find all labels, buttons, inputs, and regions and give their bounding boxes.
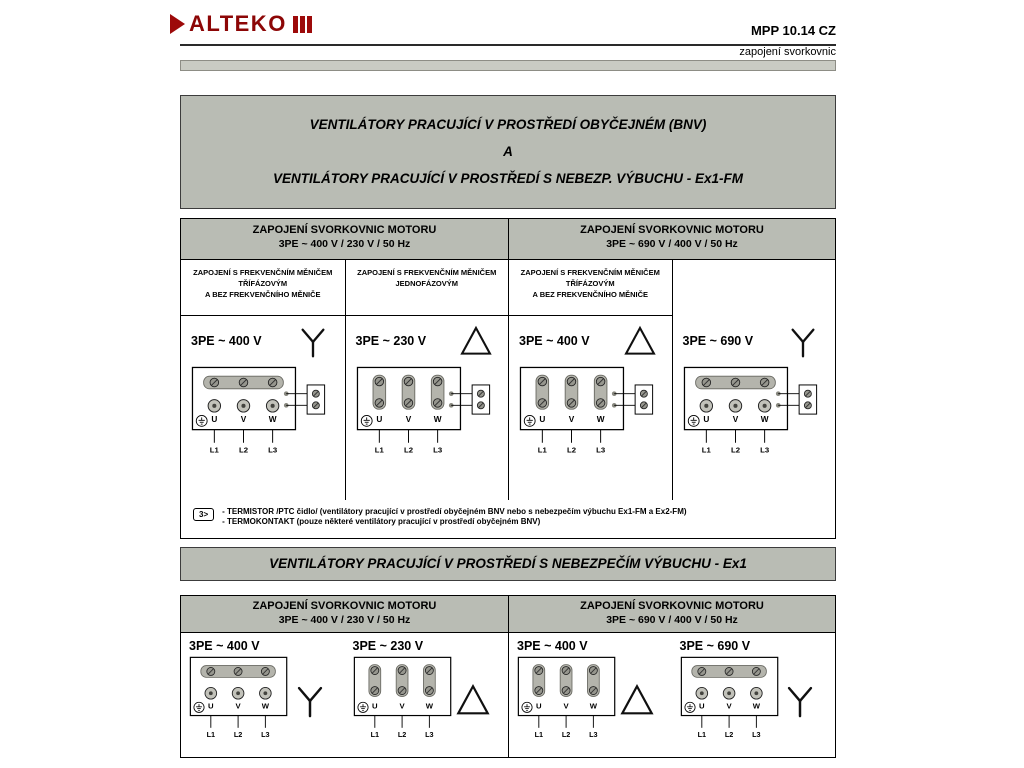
svg-text:V: V xyxy=(399,701,405,711)
subtitle-bar xyxy=(180,60,836,71)
svg-text:L1: L1 xyxy=(209,445,219,455)
wiring-table-ex1 xyxy=(180,595,836,758)
svg-text:V: V xyxy=(235,701,241,711)
star-connection-icon xyxy=(781,680,819,720)
svg-text:L2: L2 xyxy=(724,729,733,739)
voltage-label: 3PE ~ 400 V xyxy=(519,334,590,348)
section2-title: VENTILÁTORY PRACUJÍCÍ V PROSTŘEDÍ S NEBEZPEČÍM VÝBUCHU - Ex1 xyxy=(180,547,836,581)
svg-text:U: U xyxy=(702,414,709,424)
svg-text:L1: L1 xyxy=(370,729,379,739)
svg-text:L3: L3 xyxy=(261,729,270,739)
wiring-table-bnv xyxy=(180,218,836,539)
wiring-cell-400v-star xyxy=(181,633,345,757)
table-header-row xyxy=(181,596,835,633)
delta-connection-icon xyxy=(618,680,656,720)
voltage-row xyxy=(509,316,672,366)
star-connection-icon xyxy=(785,322,821,360)
voltage-row xyxy=(346,316,509,366)
delta-connection-icon xyxy=(454,680,492,720)
wiring-cell-230v-delta xyxy=(345,260,509,500)
svg-text:V: V xyxy=(732,414,738,424)
svg-text:U: U xyxy=(539,414,546,424)
diagram-row xyxy=(517,656,668,743)
frequency-converter-note xyxy=(181,260,345,316)
svg-text:L1: L1 xyxy=(697,729,706,739)
voltage-label: 3PE ~ 230 V xyxy=(352,639,424,653)
svg-text:L1: L1 xyxy=(374,445,384,455)
diagram-row xyxy=(189,656,341,743)
svg-text:L2: L2 xyxy=(238,445,249,455)
voltage-row xyxy=(673,316,836,366)
wiring-cell-400v-star xyxy=(181,260,345,500)
frequency-note-line: A BEZ FREKVENČNÍHO MĚNIČE xyxy=(204,290,321,299)
frequency-note-line: A BEZ FREKVENČNÍHO MĚNIČE xyxy=(532,290,649,299)
svg-text:V: V xyxy=(563,701,569,711)
terminal-board-diagram xyxy=(353,656,453,743)
frequency-converter-note xyxy=(509,260,672,316)
frequency-note-line: ZAPOJENÍ S FREKVENČNÍM MĚNIČEM xyxy=(357,268,497,277)
frequency-note-line: TŘÍFÁZOVÝM xyxy=(238,279,288,288)
svg-text:L1: L1 xyxy=(701,445,711,455)
title-line: VENTILÁTORY PRACUJÍCÍ V PROSTŘEDÍ OBYČEJNÉM (BNV) xyxy=(309,117,707,132)
star-connection-icon xyxy=(291,680,329,720)
wiring-cell-400v-delta xyxy=(508,633,672,757)
column-header-title: ZAPOJENÍ SVORKOVNIC MOTORU xyxy=(580,600,764,612)
svg-text:U: U xyxy=(371,701,378,711)
frequency-converter-note xyxy=(346,260,509,316)
diagram-row xyxy=(509,366,672,459)
star-connection-icon xyxy=(295,322,331,360)
diagram-row xyxy=(181,366,345,459)
voltage-label: 3PE ~ 400 V xyxy=(189,639,260,653)
svg-text:U: U xyxy=(211,414,218,424)
diagram-row xyxy=(680,656,832,743)
wiring-cell-690v-star xyxy=(672,633,836,757)
svg-text:W: W xyxy=(589,701,598,711)
svg-text:L3: L3 xyxy=(589,729,598,739)
wiring-cell-690v-star xyxy=(672,260,836,500)
note-line: - TERMOKONTAKT (pouze některé ventilátory pracující v prostředí obyčejném BNV) xyxy=(222,517,541,526)
svg-text:L2: L2 xyxy=(403,445,413,455)
column-header-voltage: 3PE ~ 400 V / 230 V / 50 Hz xyxy=(278,614,411,626)
title-line: VENTILÁTORY PRACUJÍCÍ V PROSTŘEDÍ S NEBEZP. VÝBUCHU - Ex1-FM xyxy=(272,171,744,186)
svg-text:V: V xyxy=(405,414,411,424)
terminal-board-diagram xyxy=(519,366,657,459)
frequency-note-line: TŘÍFÁZOVÝM xyxy=(565,279,615,288)
frequency-converter-note xyxy=(673,260,836,316)
svg-text:L2: L2 xyxy=(730,445,740,455)
thermistor-symbol: 3> xyxy=(193,508,214,521)
column-header xyxy=(181,596,508,632)
svg-text:L1: L1 xyxy=(206,729,216,739)
svg-text:L2: L2 xyxy=(566,445,577,455)
svg-text:L1: L1 xyxy=(534,729,544,739)
column-header xyxy=(508,596,835,632)
frequency-note-line: JEDNOFÁZOVÝM xyxy=(395,279,458,288)
svg-text:L3: L3 xyxy=(596,445,606,455)
frequency-note-line: ZAPOJENÍ S FREKVENČNÍM MĚNIČEM xyxy=(520,268,660,277)
svg-text:L1: L1 xyxy=(537,445,547,455)
page-subtitle: zapojení svorkovnic xyxy=(739,46,836,58)
note-text xyxy=(222,507,686,527)
table-header-row xyxy=(181,219,835,260)
svg-text:W: W xyxy=(760,414,769,424)
column-header-voltage: 3PE ~ 690 V / 400 V / 50 Hz xyxy=(606,238,738,250)
voltage-label: 3PE ~ 400 V xyxy=(191,334,262,348)
note-line: - TERMISTOR /PTC čidlo/ (ventilátory pracující v prostředí obyčejném BNV nebo s nebezpečím výbuchu Ex1-FM a Ex2-FM) xyxy=(222,507,687,516)
delta-connection-icon xyxy=(458,322,494,360)
voltage-label: 3PE ~ 690 V xyxy=(682,334,754,348)
svg-text:U: U xyxy=(208,701,214,711)
terminal-board-diagram xyxy=(189,656,289,743)
voltage-label: 3PE ~ 400 V xyxy=(517,639,588,653)
thermistor-note xyxy=(181,500,835,538)
terminal-board-diagram xyxy=(191,366,329,459)
svg-text:W: W xyxy=(752,701,760,711)
svg-text:W: W xyxy=(433,414,442,424)
wiring-cell-400v-delta xyxy=(508,260,672,500)
svg-text:W: W xyxy=(425,701,433,711)
svg-text:L3: L3 xyxy=(759,445,769,455)
column-header-title: ZAPOJENÍ SVORKOVNIC MOTORU xyxy=(252,600,437,612)
terminal-board-diagram xyxy=(517,656,617,743)
column-header-title: ZAPOJENÍ SVORKOVNIC MOTORU xyxy=(252,224,437,236)
table-body xyxy=(181,260,835,500)
wiring-cell-230v-delta xyxy=(345,633,509,757)
svg-text:W: W xyxy=(261,701,270,711)
terminal-board-diagram xyxy=(356,366,494,459)
column-header xyxy=(508,219,835,259)
svg-text:V: V xyxy=(568,414,575,424)
svg-text:W: W xyxy=(268,414,277,424)
svg-text:U: U xyxy=(375,414,382,424)
title-line: A xyxy=(503,144,513,159)
voltage-row xyxy=(181,316,345,366)
terminal-board-diagram xyxy=(680,656,780,743)
svg-text:W: W xyxy=(596,414,605,424)
terminal-board-diagram xyxy=(683,366,821,459)
diagram-row xyxy=(346,366,509,459)
svg-text:V: V xyxy=(726,701,732,711)
voltage-label: 3PE ~ 230 V xyxy=(355,334,427,348)
svg-text:L3: L3 xyxy=(268,445,278,455)
delta-connection-icon xyxy=(622,322,658,360)
svg-text:V: V xyxy=(240,414,247,424)
svg-text:L3: L3 xyxy=(432,445,442,455)
svg-text:L3: L3 xyxy=(751,729,761,739)
column-header-voltage: 3PE ~ 400 V / 230 V / 50 Hz xyxy=(278,238,411,250)
svg-text:L3: L3 xyxy=(424,729,434,739)
voltage-label: 3PE ~ 690 V xyxy=(679,639,751,653)
svg-text:U: U xyxy=(536,701,542,711)
column-header-title: ZAPOJENÍ SVORKOVNIC MOTORU xyxy=(580,224,764,236)
svg-text:L2: L2 xyxy=(561,729,571,739)
section1-title xyxy=(180,95,836,209)
logo-text: ALTEKO xyxy=(189,11,287,36)
svg-text:L2: L2 xyxy=(397,729,406,739)
svg-text:L2: L2 xyxy=(233,729,243,739)
table-body xyxy=(181,633,835,757)
svg-text:U: U xyxy=(698,701,705,711)
column-header-voltage: 3PE ~ 690 V / 400 V / 50 Hz xyxy=(606,614,738,626)
diagram-row xyxy=(673,366,836,459)
column-header xyxy=(181,219,508,259)
frequency-note-line: ZAPOJENÍ S FREKVENČNÍM MĚNIČEM xyxy=(193,268,333,277)
diagram-row xyxy=(353,656,505,743)
doc-code: MPP 10.14 CZ xyxy=(750,23,836,38)
